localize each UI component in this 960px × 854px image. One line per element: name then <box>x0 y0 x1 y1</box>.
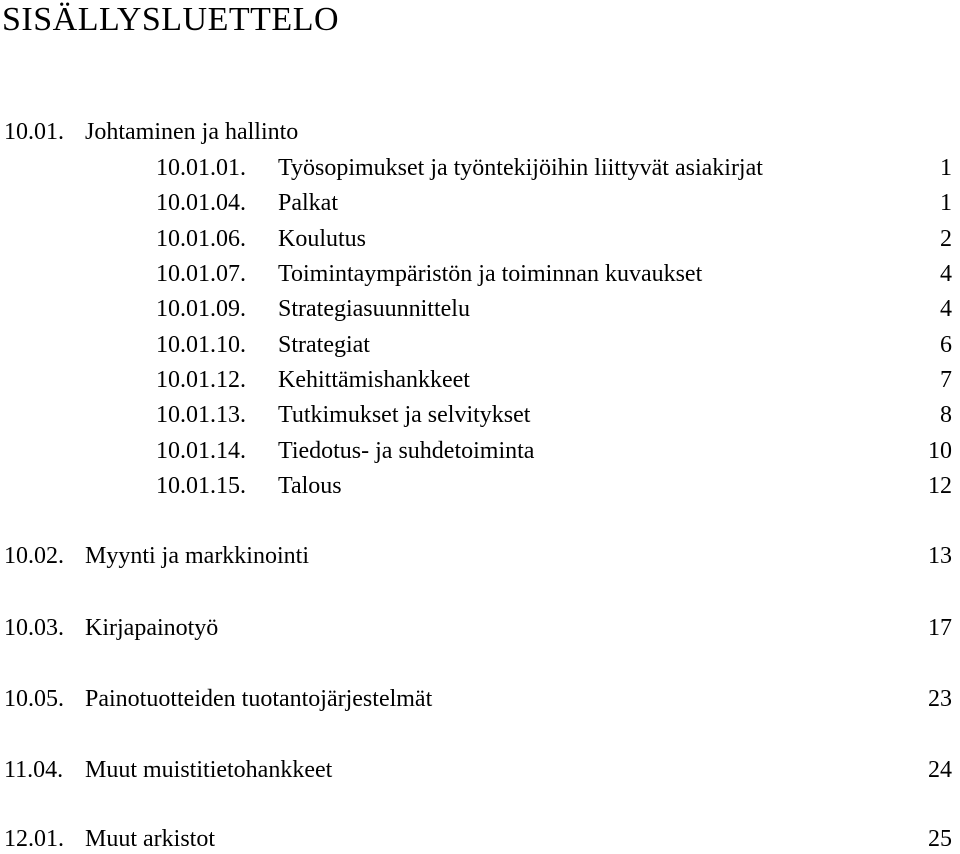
toc-label: Talous <box>278 473 342 499</box>
toc-page-number: 6 <box>940 332 952 358</box>
toc-code: 10.01.09. <box>156 296 246 322</box>
toc-section-11-04[interactable] <box>0 755 960 785</box>
toc-label: Strategiasuunnittelu <box>278 296 470 322</box>
toc-item-10-01-09[interactable] <box>0 294 960 324</box>
toc-page-number: 10 <box>928 438 952 464</box>
toc-label: Toimintaympäristön ja toiminnan kuvaukset <box>278 261 703 287</box>
toc-item-10-01-15[interactable] <box>0 471 960 501</box>
toc-page-number: 17 <box>928 615 952 641</box>
toc-code: 10.01.07. <box>156 261 246 287</box>
toc-code: 10.01. <box>4 119 64 145</box>
toc-code: 10.05. <box>4 686 64 712</box>
toc-code: 10.01.10. <box>156 332 246 358</box>
toc-item-10-01-13[interactable] <box>0 400 960 430</box>
toc-code: 10.01.14. <box>156 438 246 464</box>
toc-code: 10.01.01. <box>156 155 246 181</box>
toc-item-10-01-12[interactable] <box>0 365 960 395</box>
toc-page-number: 7 <box>940 367 952 393</box>
toc-item-10-01-14[interactable] <box>0 436 960 466</box>
toc-page-number: 25 <box>928 826 952 852</box>
toc-label: Koulutus <box>278 226 367 252</box>
toc-page-number: 12 <box>928 473 952 499</box>
toc-code: 10.01.13. <box>156 402 246 428</box>
toc-page-number: 4 <box>940 296 952 322</box>
toc-code: 12.01. <box>4 826 64 852</box>
toc-section-12-01[interactable] <box>0 824 960 854</box>
toc-label: Muut arkistot <box>85 826 215 852</box>
toc-label: Strategiat <box>278 332 370 358</box>
toc-page-number: 23 <box>928 686 952 712</box>
toc-item-10-01-06[interactable] <box>0 224 960 254</box>
toc-label: Johtaminen ja hallinto <box>85 119 299 145</box>
toc-label: Painotuotteiden tuotantojärjestelmät <box>85 686 433 712</box>
toc-page-number: 1 <box>940 190 952 216</box>
toc-section-10-01[interactable] <box>0 117 960 147</box>
toc-page-number: 13 <box>928 543 952 569</box>
toc-item-10-01-07[interactable] <box>0 259 960 289</box>
toc-page-number: 4 <box>940 261 952 287</box>
toc-label: Muut muistitietohankkeet <box>85 757 333 783</box>
toc-label: Palkat <box>278 190 338 216</box>
toc-code: 10.02. <box>4 543 64 569</box>
toc-section-10-05[interactable] <box>0 684 960 714</box>
toc-item-10-01-04[interactable] <box>0 188 960 218</box>
toc-page-number: 24 <box>928 757 952 783</box>
toc-code: 11.04. <box>4 757 64 783</box>
toc-code: 10.01.04. <box>156 190 246 216</box>
toc-section-10-03[interactable] <box>0 613 960 643</box>
toc-code: 10.01.12. <box>156 367 246 393</box>
toc-code: 10.03. <box>4 615 64 641</box>
toc-label: Tutkimukset ja selvitykset <box>278 402 531 428</box>
toc-item-10-01-10[interactable] <box>0 330 960 360</box>
toc-code: 10.01.06. <box>156 226 246 252</box>
toc-label: Tiedotus- ja suhdetoiminta <box>278 438 535 464</box>
toc-item-10-01-01[interactable] <box>0 153 960 183</box>
toc-label: Kirjapainotyö <box>85 615 219 641</box>
toc-page-number: 8 <box>940 402 952 428</box>
toc-label: Työsopimukset ja työntekijöihin liittyvät asiakirjat <box>278 155 763 181</box>
toc-page-number: 2 <box>940 226 952 252</box>
toc-code: 10.01.15. <box>156 473 246 499</box>
toc-page-number: 1 <box>940 155 952 181</box>
toc-section-10-02[interactable] <box>0 541 960 571</box>
page-title: SISÄLLYSLUETTELO <box>2 1 340 38</box>
toc-label: Myynti ja markkinointi <box>85 543 309 569</box>
toc-label: Kehittämishankkeet <box>278 367 470 393</box>
